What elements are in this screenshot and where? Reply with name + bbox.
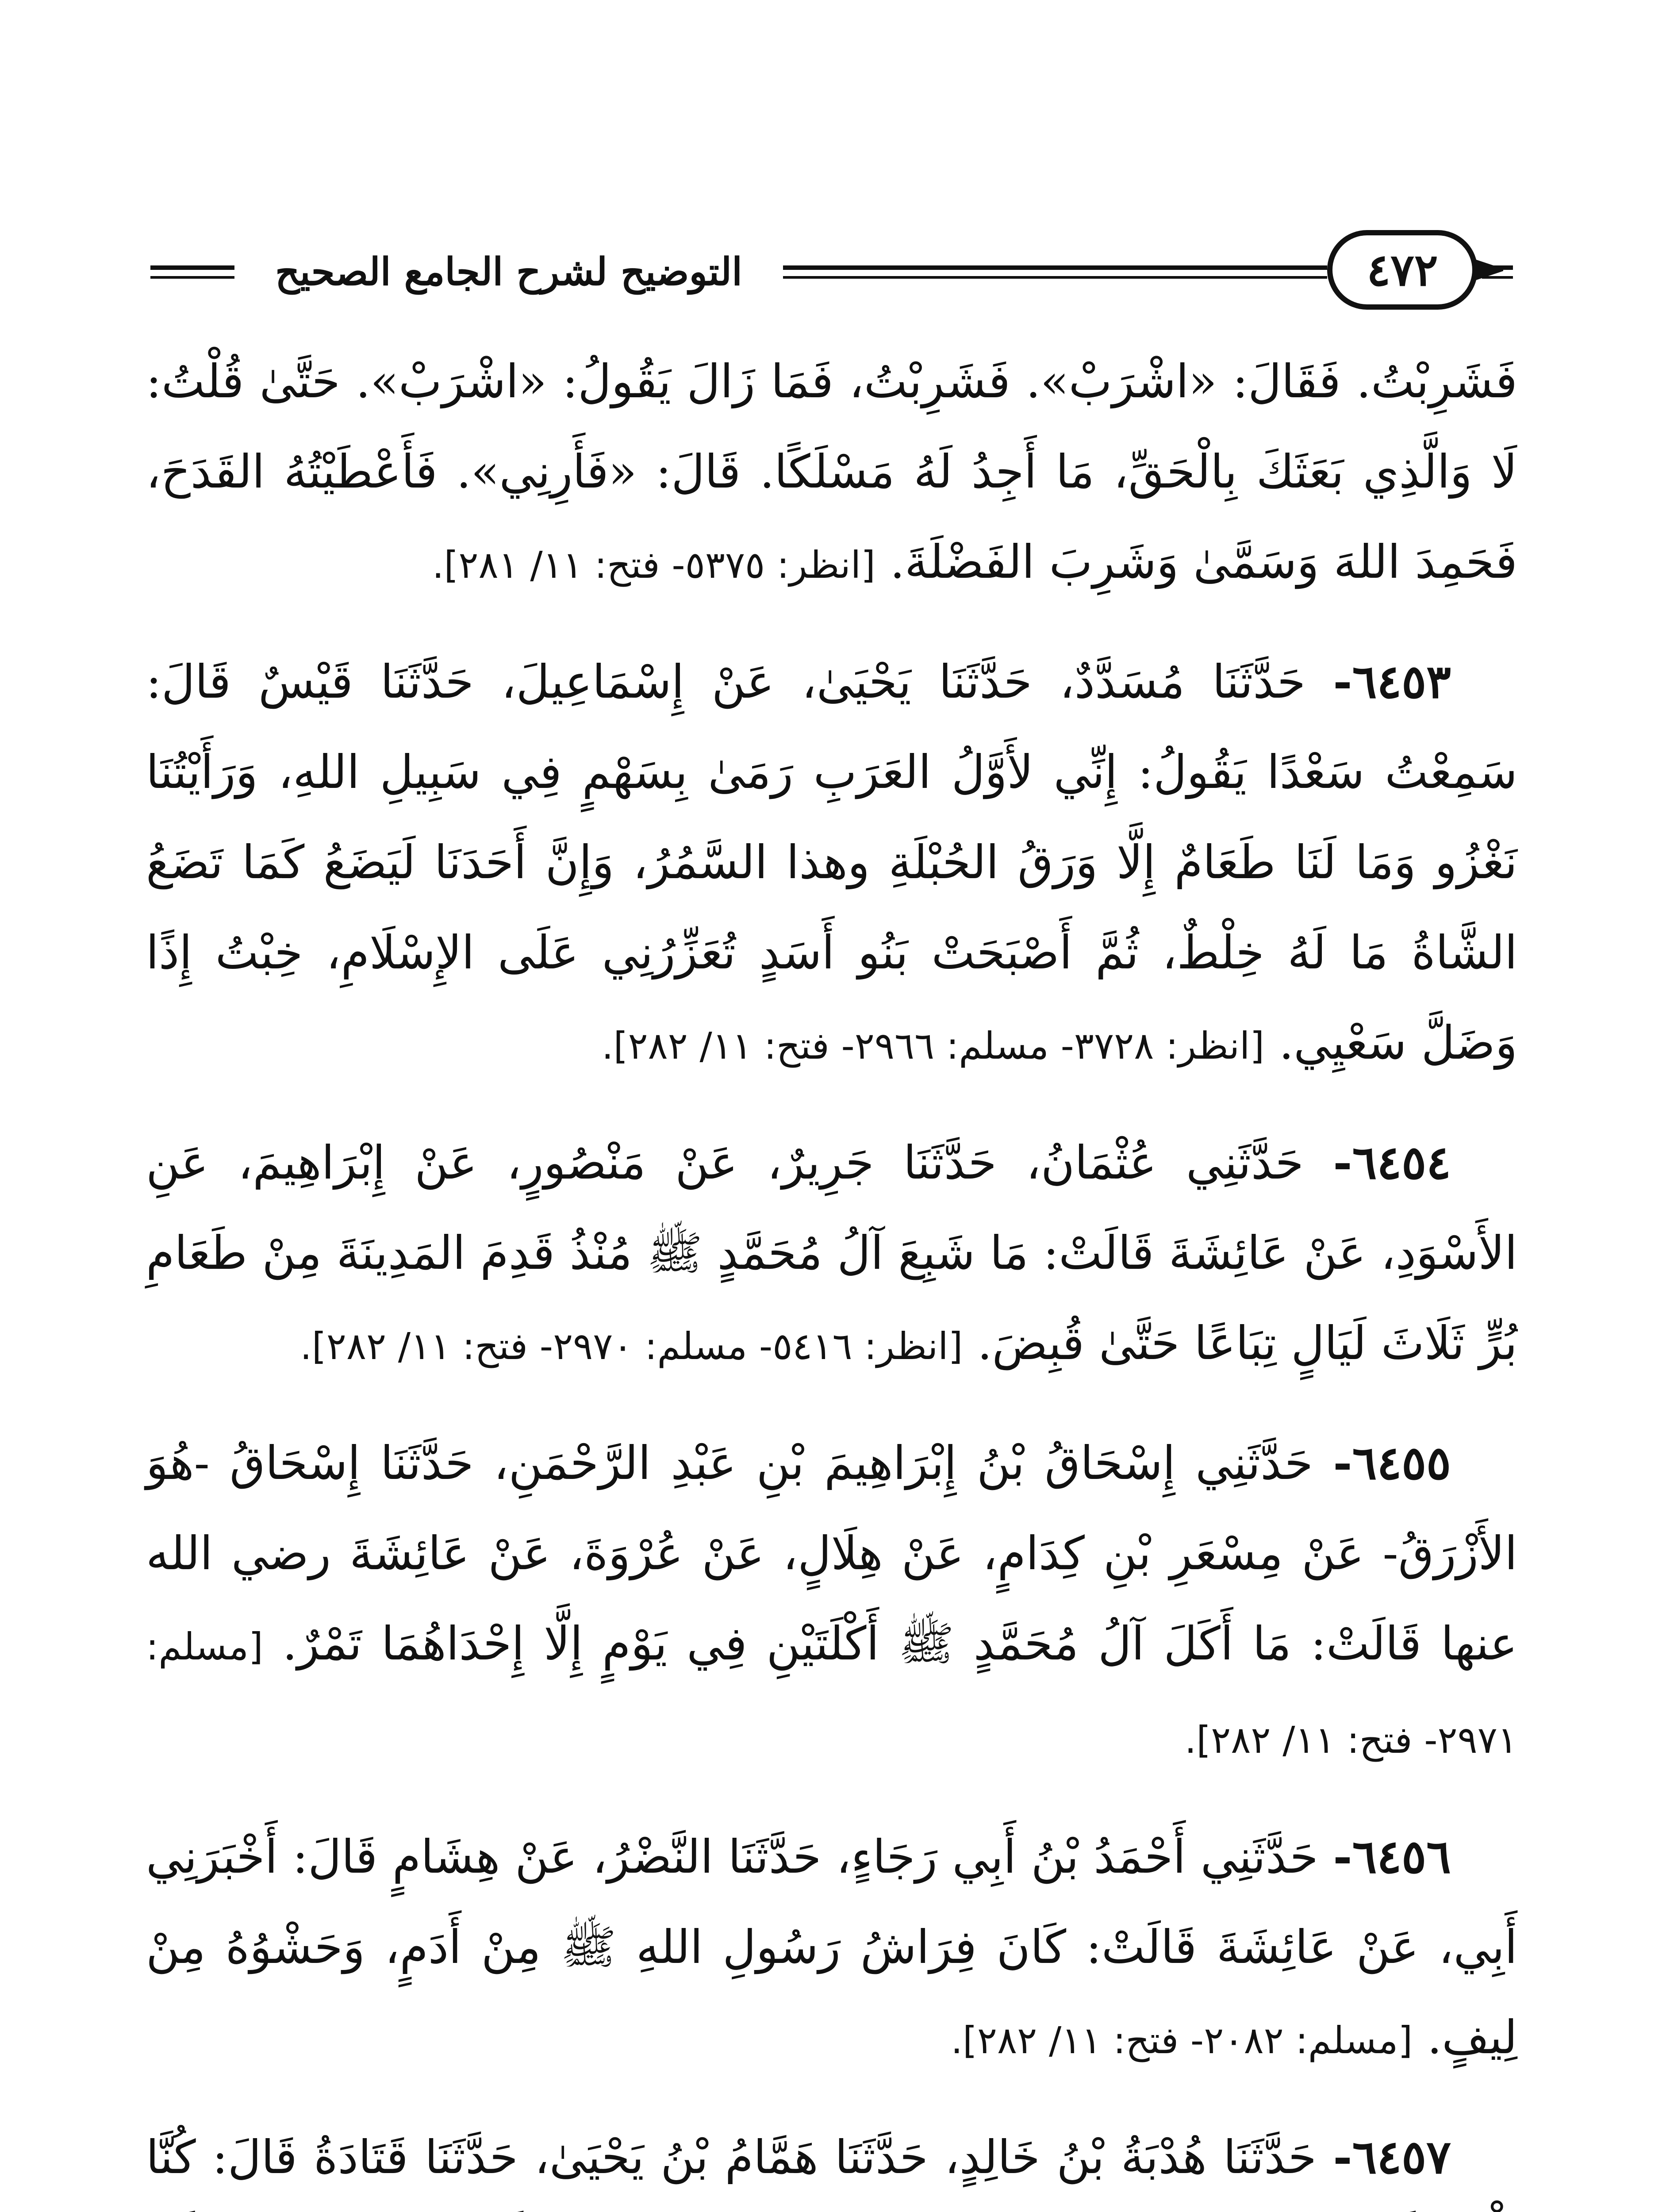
hadith-paragraph <box>146 1118 1517 1391</box>
header-rule-middle <box>783 265 1327 270</box>
page-body <box>146 336 1517 2212</box>
hadith-paragraph <box>146 637 1517 1091</box>
page-number: ٤٧٢ <box>1327 230 1478 310</box>
hadith-paragraph <box>146 2112 1517 2212</box>
hadith-reference: [مسلم: ٢٩٧١- فتح: ١١/ ٢٨٢]. <box>146 1625 1517 1762</box>
header-rule-left <box>150 265 234 270</box>
hadith-text: حَدَّثَنَا هُدْبَةُ بْنُ خَالِدٍ، حَدَّثَنَا هَمَّامُ بْنُ يَحْيَىٰ، حَدَّثَنَا قَتَادَةُ قَالَ: كُنَّا <box>146 2130 1317 2184</box>
hadith-number: ٦٤٥٥- <box>1333 1436 1451 1490</box>
hadith-paragraph <box>146 1418 1517 1785</box>
hadith-number: ٦٤٥٦- <box>1333 1829 1451 1884</box>
hadith-number: ٦٤٥٤- <box>1333 1135 1451 1190</box>
hadith-paragraph <box>146 1812 1517 2085</box>
hadith-reference: [انظر: ٥٣٧٥- فتح: ١١/ ٢٨١]. <box>432 543 875 587</box>
hadith-text: حَدَّثَنِي إِسْحَاقُ بْنُ إِبْرَاهِيمَ بْنِ عَبْدِ الرَّحْمَنِ، حَدَّثَنَا إِسْحَاقُ -هُوَ الأَزْرَقُ- عَنْ مِسْعَرِ بْنِ كِدَامٍ، عَنْ هِلَالٍ، عَنْ عُرْوَةَ، عَنْ عَائِشَةَ رضي الله عنها قَالَتْ: مَا أَكَلَ آلُ مُحَمَّدٍ ﷺ أَكْلَتَيْنِ فِي يَوْمٍ إِلَّا إِحْدَاهُمَا تَمْرٌ. <box>146 1436 1517 1671</box>
hadith-number: ٦٤٥٧- <box>1333 2130 1451 2184</box>
hadith-reference: [انظر: ٣٧٢٨- مسلم: ٢٩٦٦- فتح: ١١/ ٢٨٢]. <box>601 1024 1265 1068</box>
running-title: التوضيح لشرح الجامع الصحيح <box>275 250 742 294</box>
hadith-paragraph <box>146 336 1517 610</box>
header-rule-right <box>1482 265 1513 270</box>
hadith-text: حَدَّثَنِي عُثْمَانُ، حَدَّثَنَا جَرِيرٌ، عَنْ مَنْصُورٍ، عَنْ إِبْرَاهِيمَ، عَنِ الأَسْوَدِ، عَنْ عَائِشَةَ قَالَتْ: مَا شَبِعَ آلُ مُحَمَّدٍ ﷺ مُنْذُ قَدِمَ المَدِينَةَ مِنْ طَعَامِ بُرٍّ ثَلَاثَ لَيَالٍ تِبَاعًا حَتَّىٰ قُبِضَ. <box>146 1136 1517 1370</box>
hadith-text: حَدَّثَنِي أَحْمَدُ بْنُ أَبِي رَجَاءٍ، حَدَّثَنَا النَّضْرُ، عَنْ هِشَامٍ قَالَ: أَخْبَرَنِي أَبِي، عَنْ عَائِشَةَ قَالَتْ: كَانَ فِرَاشُ رَسُولِ اللهِ ﷺ مِنْ أَدَمٍ، وَحَشْوُهُ مِنْ لِيفٍ. <box>146 1830 1517 2064</box>
hadith-text: فَشَرِبْتُ. فَقَالَ: «اشْرَبْ». فَشَرِبْتُ، فَمَا زَالَ يَقُولُ: «اشْرَبْ». حَتَّىٰ قُلْتُ: لَا وَالَّذِي بَعَثَكَ بِالْحَقِّ، مَا أَجِدُ لَهُ مَسْلَكًا. قَالَ: «فَأَرِنِي». فَأَعْطَيْتُهُ القَدَحَ، فَحَمِدَ اللهَ وَسَمَّىٰ وَشَرِبَ الفَضْلَةَ. <box>146 354 1517 589</box>
hadith-number: ٦٤٥٣- <box>1333 654 1451 709</box>
hadith-reference: [مسلم: ٢٠٨٢- فتح: ١١/ ٢٨٢]. <box>951 2019 1413 2062</box>
page-header <box>150 230 1513 314</box>
hadith-text: حَدَّثَنَا مُسَدَّدٌ، حَدَّثَنَا يَحْيَىٰ، عَنْ إِسْمَاعِيلَ، حَدَّثَنَا قَيْسٌ قَالَ: سَمِعْتُ سَعْدًا يَقُولُ: إِنِّي لأَوَّلُ العَرَبِ رَمَىٰ بِسَهْمٍ فِي سَبِيلِ اللهِ، وَرَأَيْتُنَا نَغْزُو وَمَا لَنَا طَعَامٌ إِلَّا وَرَقُ الحُبْلَةِ وهذا السَّمُرُ، وَإِنَّ أَحَدَنَا لَيَضَعُ كَمَا تَضَعُ الشَّاةُ مَا لَهُ خِلْطٌ، ثُمَّ أَصْبَحَتْ بَنُو أَسَدٍ تُعَزِّرُنِي عَلَى الإِسْلَامِ، خِبْتُ إِذًا وَضَلَّ سَعْيِي. <box>146 655 1517 1070</box>
hadith-reference: [انظر: ٥٤١٦- مسلم: ٢٩٧٠- فتح: ١١/ ٢٨٢]. <box>300 1325 963 1368</box>
